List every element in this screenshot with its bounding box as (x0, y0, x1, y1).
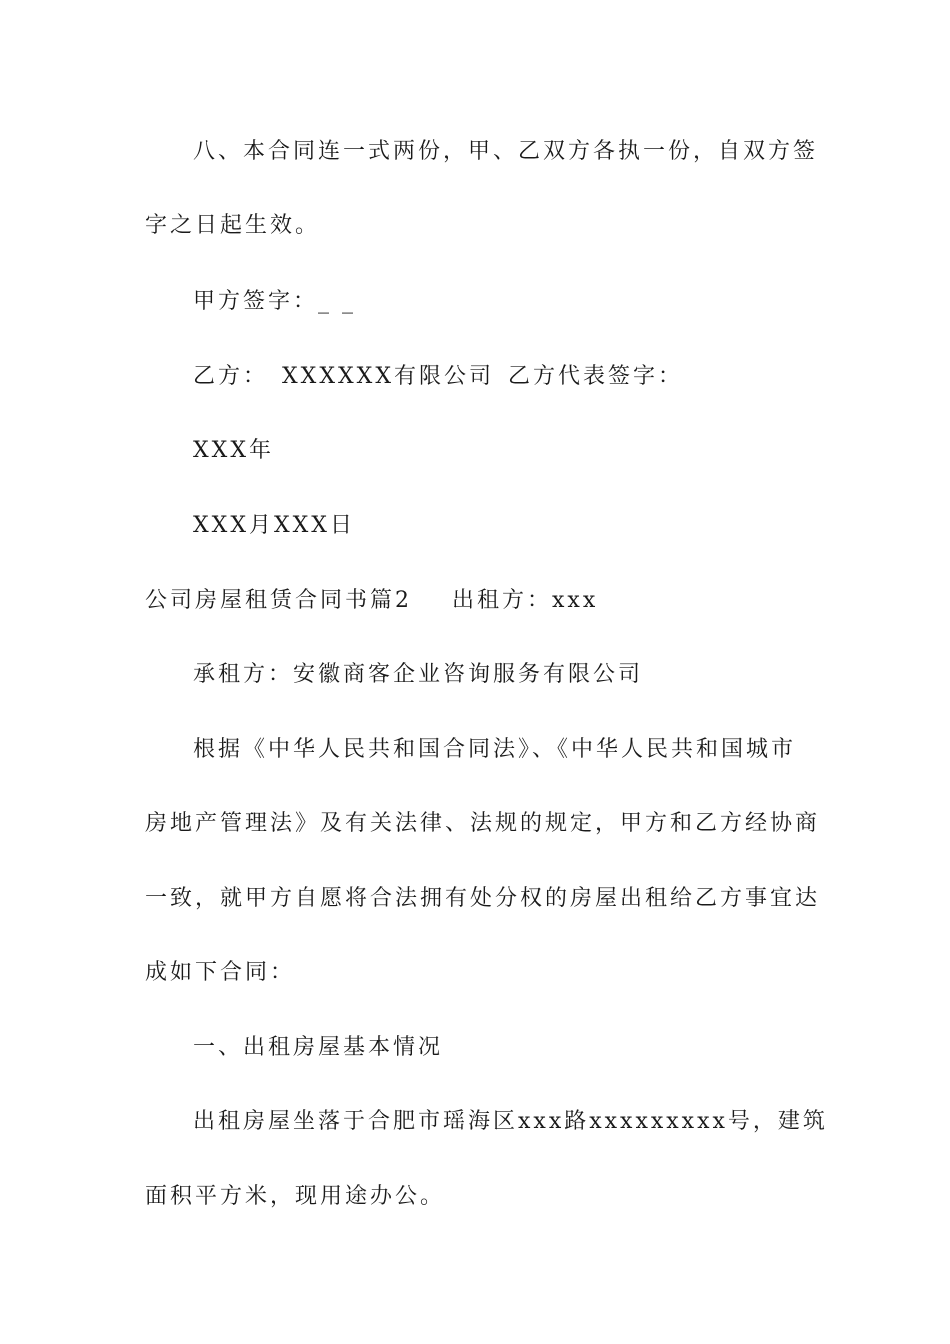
party-b-company: XXXXXX有限公司 (282, 364, 494, 389)
section-title-line (145, 586, 598, 616)
lessor: 出租方：xxx (452, 588, 599, 613)
date-month-day: XXX月XXX日 (193, 513, 355, 538)
preamble-line-1: 根据《中华人民共和国合同法》、《中华人民共和国城市 (193, 737, 797, 762)
preamble-line-4: 成如下合同： (145, 960, 296, 985)
house-line-1: 出租房屋坐落于合肥市瑶海区xxx路xxxxxxxxx号，建筑 (193, 1109, 828, 1134)
section-title: 公司房屋租赁合同书篇2 (145, 588, 412, 613)
heading-1: 一、出租房屋基本情况 (193, 1035, 444, 1060)
preamble-line-3: 一致，就甲方自愿将合法拥有处分权的房屋出租给乙方事宜达 (145, 886, 821, 911)
party-b-label: 乙方： (193, 364, 269, 389)
clause-8-line-2: 字之日起生效。 (145, 213, 321, 238)
preamble-line-2: 房地产管理法》及有关法律、法规的规定，甲方和乙方经协商 (145, 811, 821, 836)
party-b-representative: 乙方代表签字： (508, 364, 684, 389)
party-b-line (193, 362, 683, 392)
house-line-2: 面积平方米，现用途办公。 (145, 1184, 446, 1209)
clause-8-line-1: 八、本合同连一式两份，甲、乙双方各执一份，自双方签 (193, 139, 819, 164)
lessee: 承租方：安徽商客企业咨询服务有限公司 (193, 662, 644, 687)
date-year: XXX年 (193, 438, 274, 463)
party-a-signature: 甲方签字：_ _ (193, 289, 356, 314)
